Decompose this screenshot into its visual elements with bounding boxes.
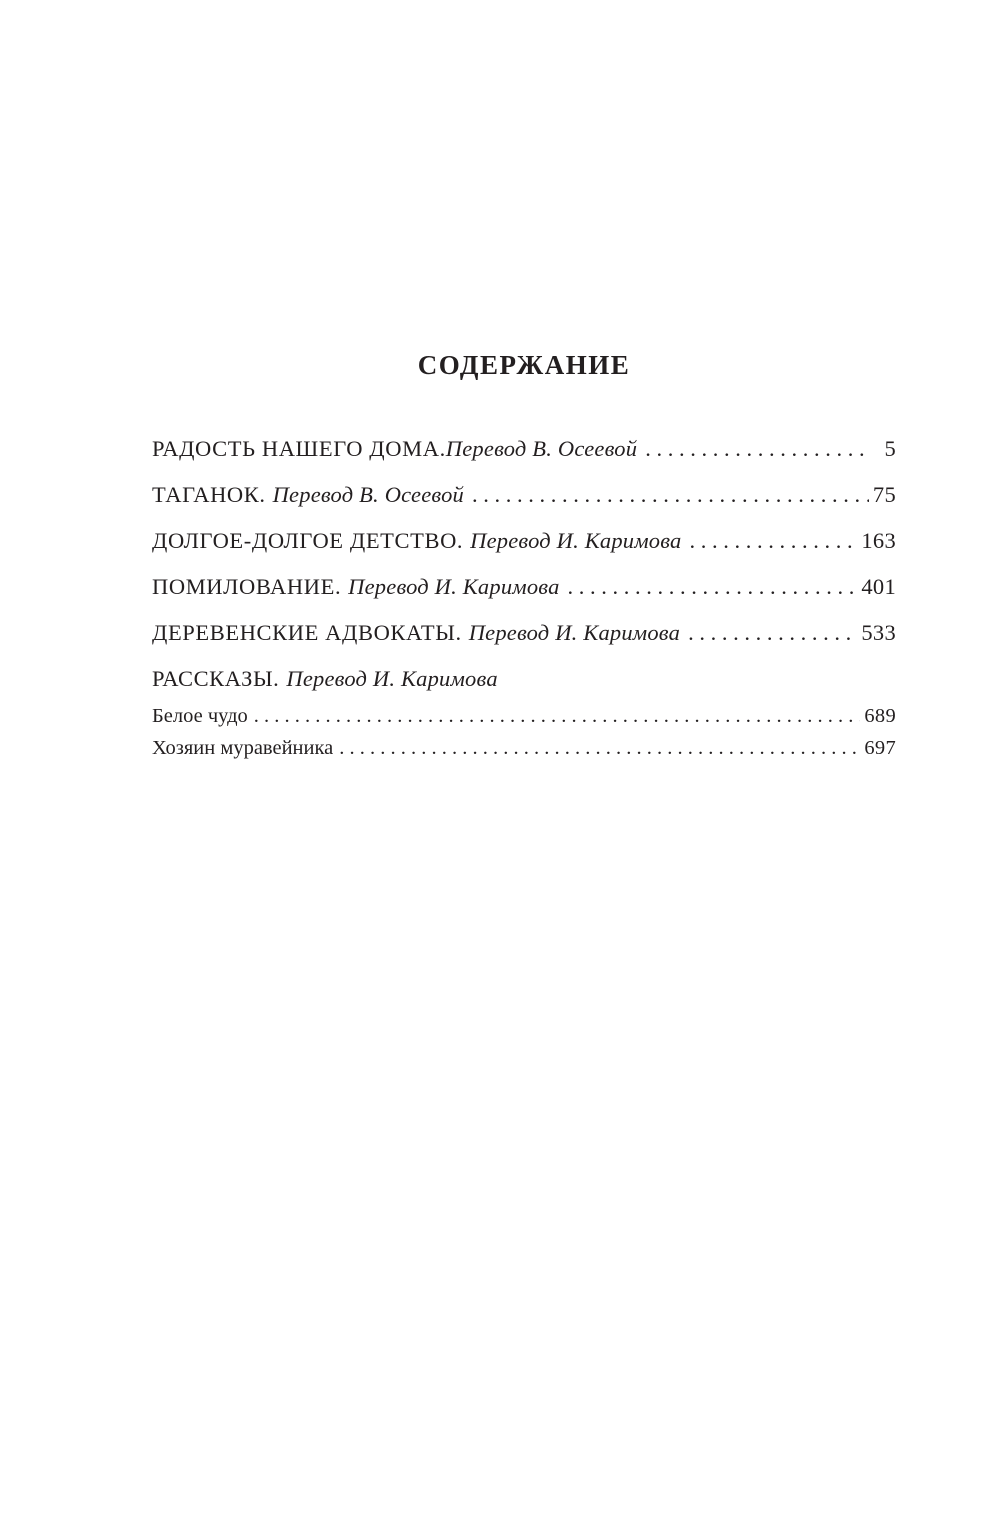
toc-entry-translator: Перевод В. Осеевой bbox=[272, 482, 464, 507]
toc-entry-title: РАССКАЗЫ. bbox=[152, 666, 280, 691]
toc-subentry-page: 697 bbox=[864, 737, 896, 759]
toc-subentry bbox=[152, 737, 896, 760]
dot-leader bbox=[688, 620, 857, 646]
toc-subentry-title: Хозяин муравейника bbox=[152, 737, 334, 759]
toc-subentry-title: Белое чудо bbox=[152, 705, 248, 727]
toc-entry-page: 163 bbox=[861, 528, 896, 553]
toc-entry bbox=[152, 436, 896, 462]
toc-entry-title: ДОЛГОЕ-ДОЛГОЕ ДЕТСТВО. bbox=[152, 528, 464, 553]
toc-entry-translator: Перевод И. Каримова bbox=[470, 528, 682, 553]
dot-leader bbox=[645, 436, 864, 462]
toc-entry-title: РАДОСТЬ НАШЕГО ДОМА. bbox=[152, 436, 446, 461]
toc-entry-page: 5 bbox=[884, 436, 896, 461]
page-title: СОДЕРЖАНИЕ bbox=[417, 350, 631, 380]
dot-leader bbox=[339, 737, 860, 760]
dot-leader bbox=[690, 528, 858, 554]
toc-entry-page: 75 bbox=[872, 482, 896, 507]
toc-entry bbox=[152, 574, 896, 600]
dot-leader bbox=[568, 574, 858, 600]
toc-entry-title: ДЕРЕВЕНСКИЕ АДВОКАТЫ. bbox=[152, 620, 462, 645]
toc-entry-translator: Перевод И. Каримова bbox=[286, 666, 498, 691]
dot-leader bbox=[472, 482, 869, 508]
toc-subentry-page: 689 bbox=[864, 705, 896, 727]
toc-entry-title: ТАГАНОК. bbox=[152, 482, 266, 507]
toc-entry-page: 533 bbox=[861, 620, 896, 645]
toc-entry-title: ПОМИЛОВАНИЕ. bbox=[152, 574, 342, 599]
dot-leader bbox=[254, 705, 861, 728]
toc-subentry bbox=[152, 705, 896, 728]
toc-section-heading bbox=[152, 666, 896, 692]
toc-entry bbox=[152, 482, 896, 508]
toc-entry-page: 401 bbox=[861, 574, 896, 599]
toc-entry-translator: Перевод И. Каримова bbox=[348, 574, 560, 599]
toc-entry bbox=[152, 620, 896, 646]
toc-entry bbox=[152, 528, 896, 554]
toc-entry-translator: Перевод И. Каримова bbox=[468, 620, 681, 645]
toc-entry-translator: Перевод В. Осеевой bbox=[445, 436, 638, 461]
